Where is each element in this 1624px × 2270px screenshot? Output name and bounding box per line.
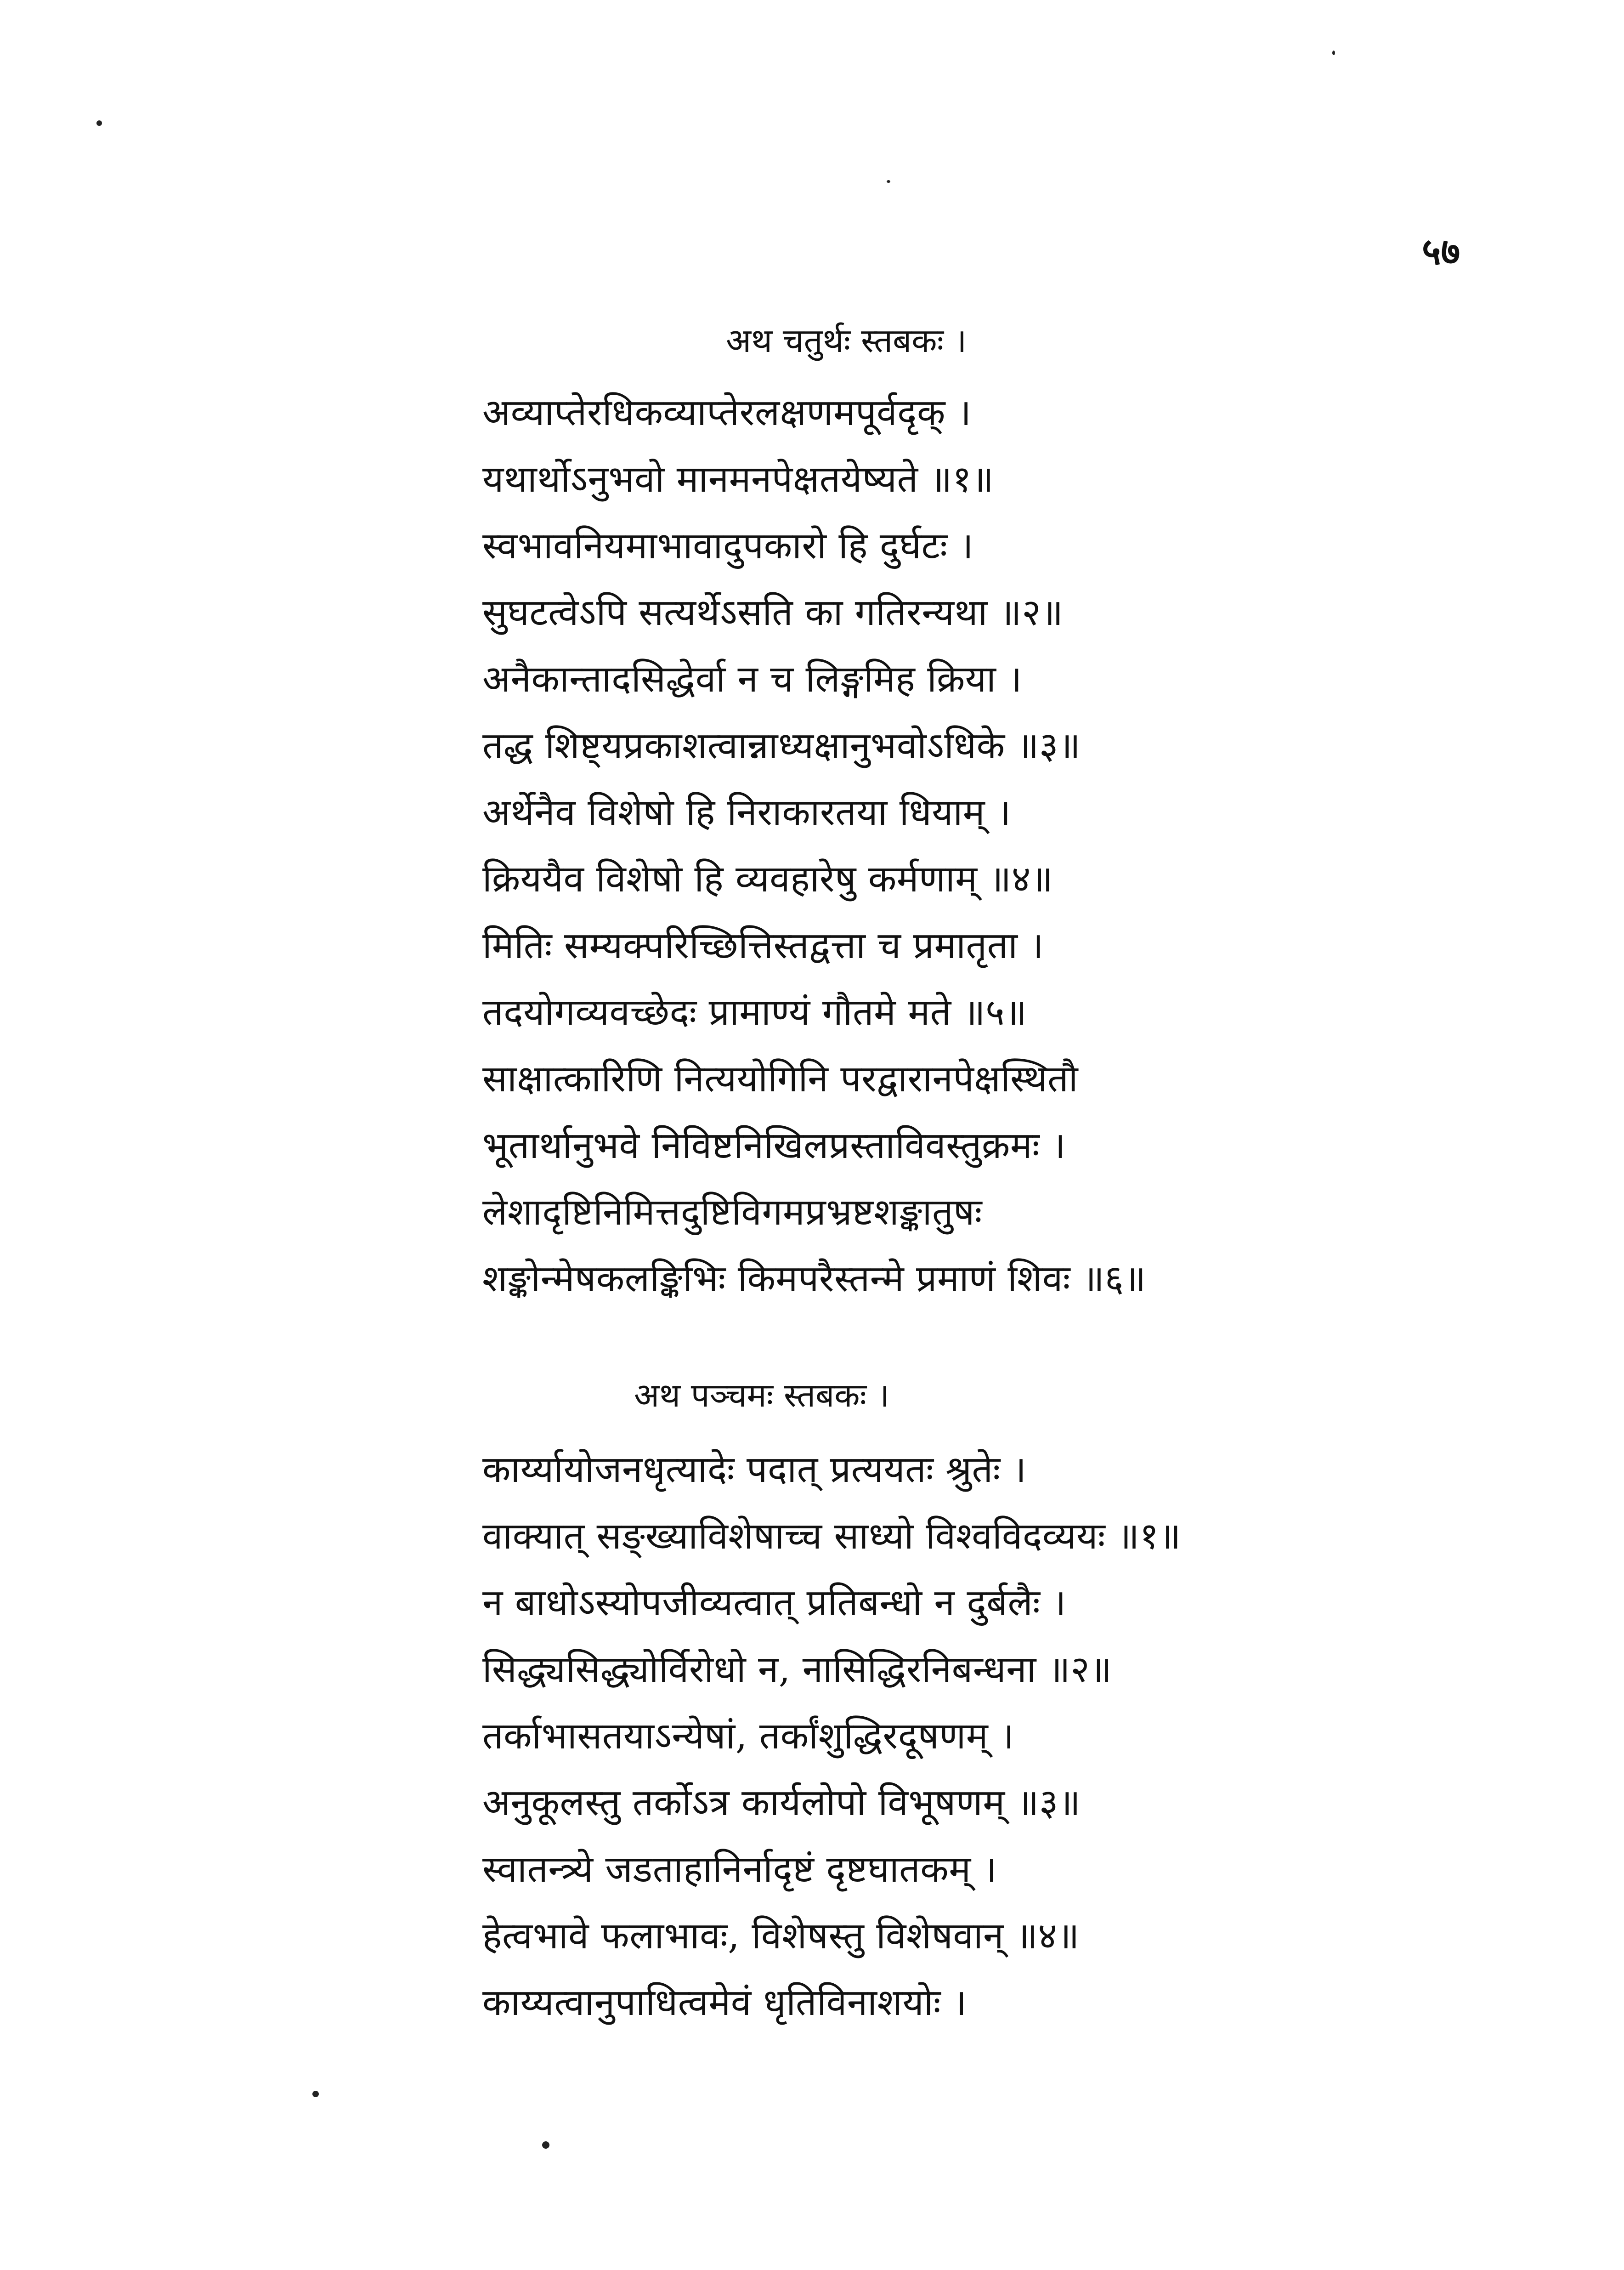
verse-line: स्वातन्त्र्ये जडताहानिर्नादृष्टं दृष्टघातकम् । [482,1848,997,1890]
scan-speck [312,2091,319,2097]
verse-line: सुघटत्वेऽपि सत्यर्थेऽसति का गतिरन्यथा ॥२॥ [482,591,1064,634]
verse-line: लेशादृष्टिनिमित्तदुष्टिविगमप्रभ्रष्टशङ्कातुषः [482,1191,982,1233]
verse-line: हेत्वभावे फलाभावः, विशेषस्तु विशेषवान् ॥४॥ [482,1914,1080,1957]
verse-line: क्रिययैव विशेषो हि व्यवहारेषु कर्मणाम् ॥४॥ [482,857,1053,900]
scan-speck [1332,51,1335,55]
verse-line: स्वभावनियमाभावादुपकारो हि दुर्घटः । [482,524,974,567]
verse-line: यथार्थोऽनुभवो मानमनपेक्षतयेष्यते ॥१॥ [482,458,994,500]
verse-line: अनुकूलस्तु तर्कोऽत्र कार्यलोपो विभूषणम् ॥३॥ [482,1781,1081,1824]
verse-line: अव्याप्तेरधिकव्याप्तेरलक्षणमपूर्वदृक् । [482,391,972,434]
scan-speck [96,120,102,126]
section-5-heading: अथ पञ्चमः स्तबकः । [634,1376,890,1414]
verse-line: न बाधोऽस्योपजीव्यत्वात् प्रतिबन्धो न दुर्बलैः । [482,1581,1067,1624]
verse-line: काय्यत्वानुपाधित्वमेवं धृतिविनाशयोः । [482,1981,967,2024]
verse-line: तर्काभासतयाऽन्येषां, तर्कांशुद्धिरदूषणम् । [482,1714,1014,1757]
verse-line: सिद्ध्यसिद्ध्योर्विरोधो न, नासिद्धिरनिबन्धना ॥२॥ [482,1648,1112,1691]
verse-line: साक्षात्कारिणि नित्ययोगिनि परद्वारानपेक्षस्थितौ [482,1057,1078,1100]
scan-speck [887,180,890,183]
verse-line: अर्थेनैव विशेषो हि निराकारतया धियाम् । [482,791,1011,834]
verse-line: भूतार्थानुभवे निविष्टनिखिलप्रस्ताविवस्तुक्रमः । [482,1124,1066,1167]
verse-line: तदयोगव्यवच्छेदः प्रामाण्यं गौतमे मते ॥५॥ [482,991,1027,1033]
verse-line: मितिः सम्यक्परिच्छित्तिस्तद्वत्ता च प्रमातृता । [482,924,1044,967]
verse-line: अनैकान्तादसिद्धेर्वा न च लिङ्गमिह क्रिया । [482,658,1023,700]
verse-line: शङ्कोन्मेषकलङ्किभिः किमपरैस्तन्मे प्रमाणं शिवः ॥६॥ [482,1257,1146,1300]
verse-line: वाक्यात् सङ्ख्याविशेषाच्च साध्यो विश्वविदव्ययः ॥१॥ [482,1515,1182,1557]
verse-line: कार्य्यायोजनधृत्यादेः पदात् प्रत्ययतः श्रुतेः । [482,1448,1027,1491]
page-number: ५७ [1422,230,1460,273]
verse-line: तद्ध शिष्ट्यप्रकाशत्वान्नाध्यक्षानुभवोऽधिके ॥३॥ [482,724,1081,767]
scan-speck [542,2141,549,2149]
section-4-heading: अथ चतुर्थः स्तबकः । [726,321,967,360]
